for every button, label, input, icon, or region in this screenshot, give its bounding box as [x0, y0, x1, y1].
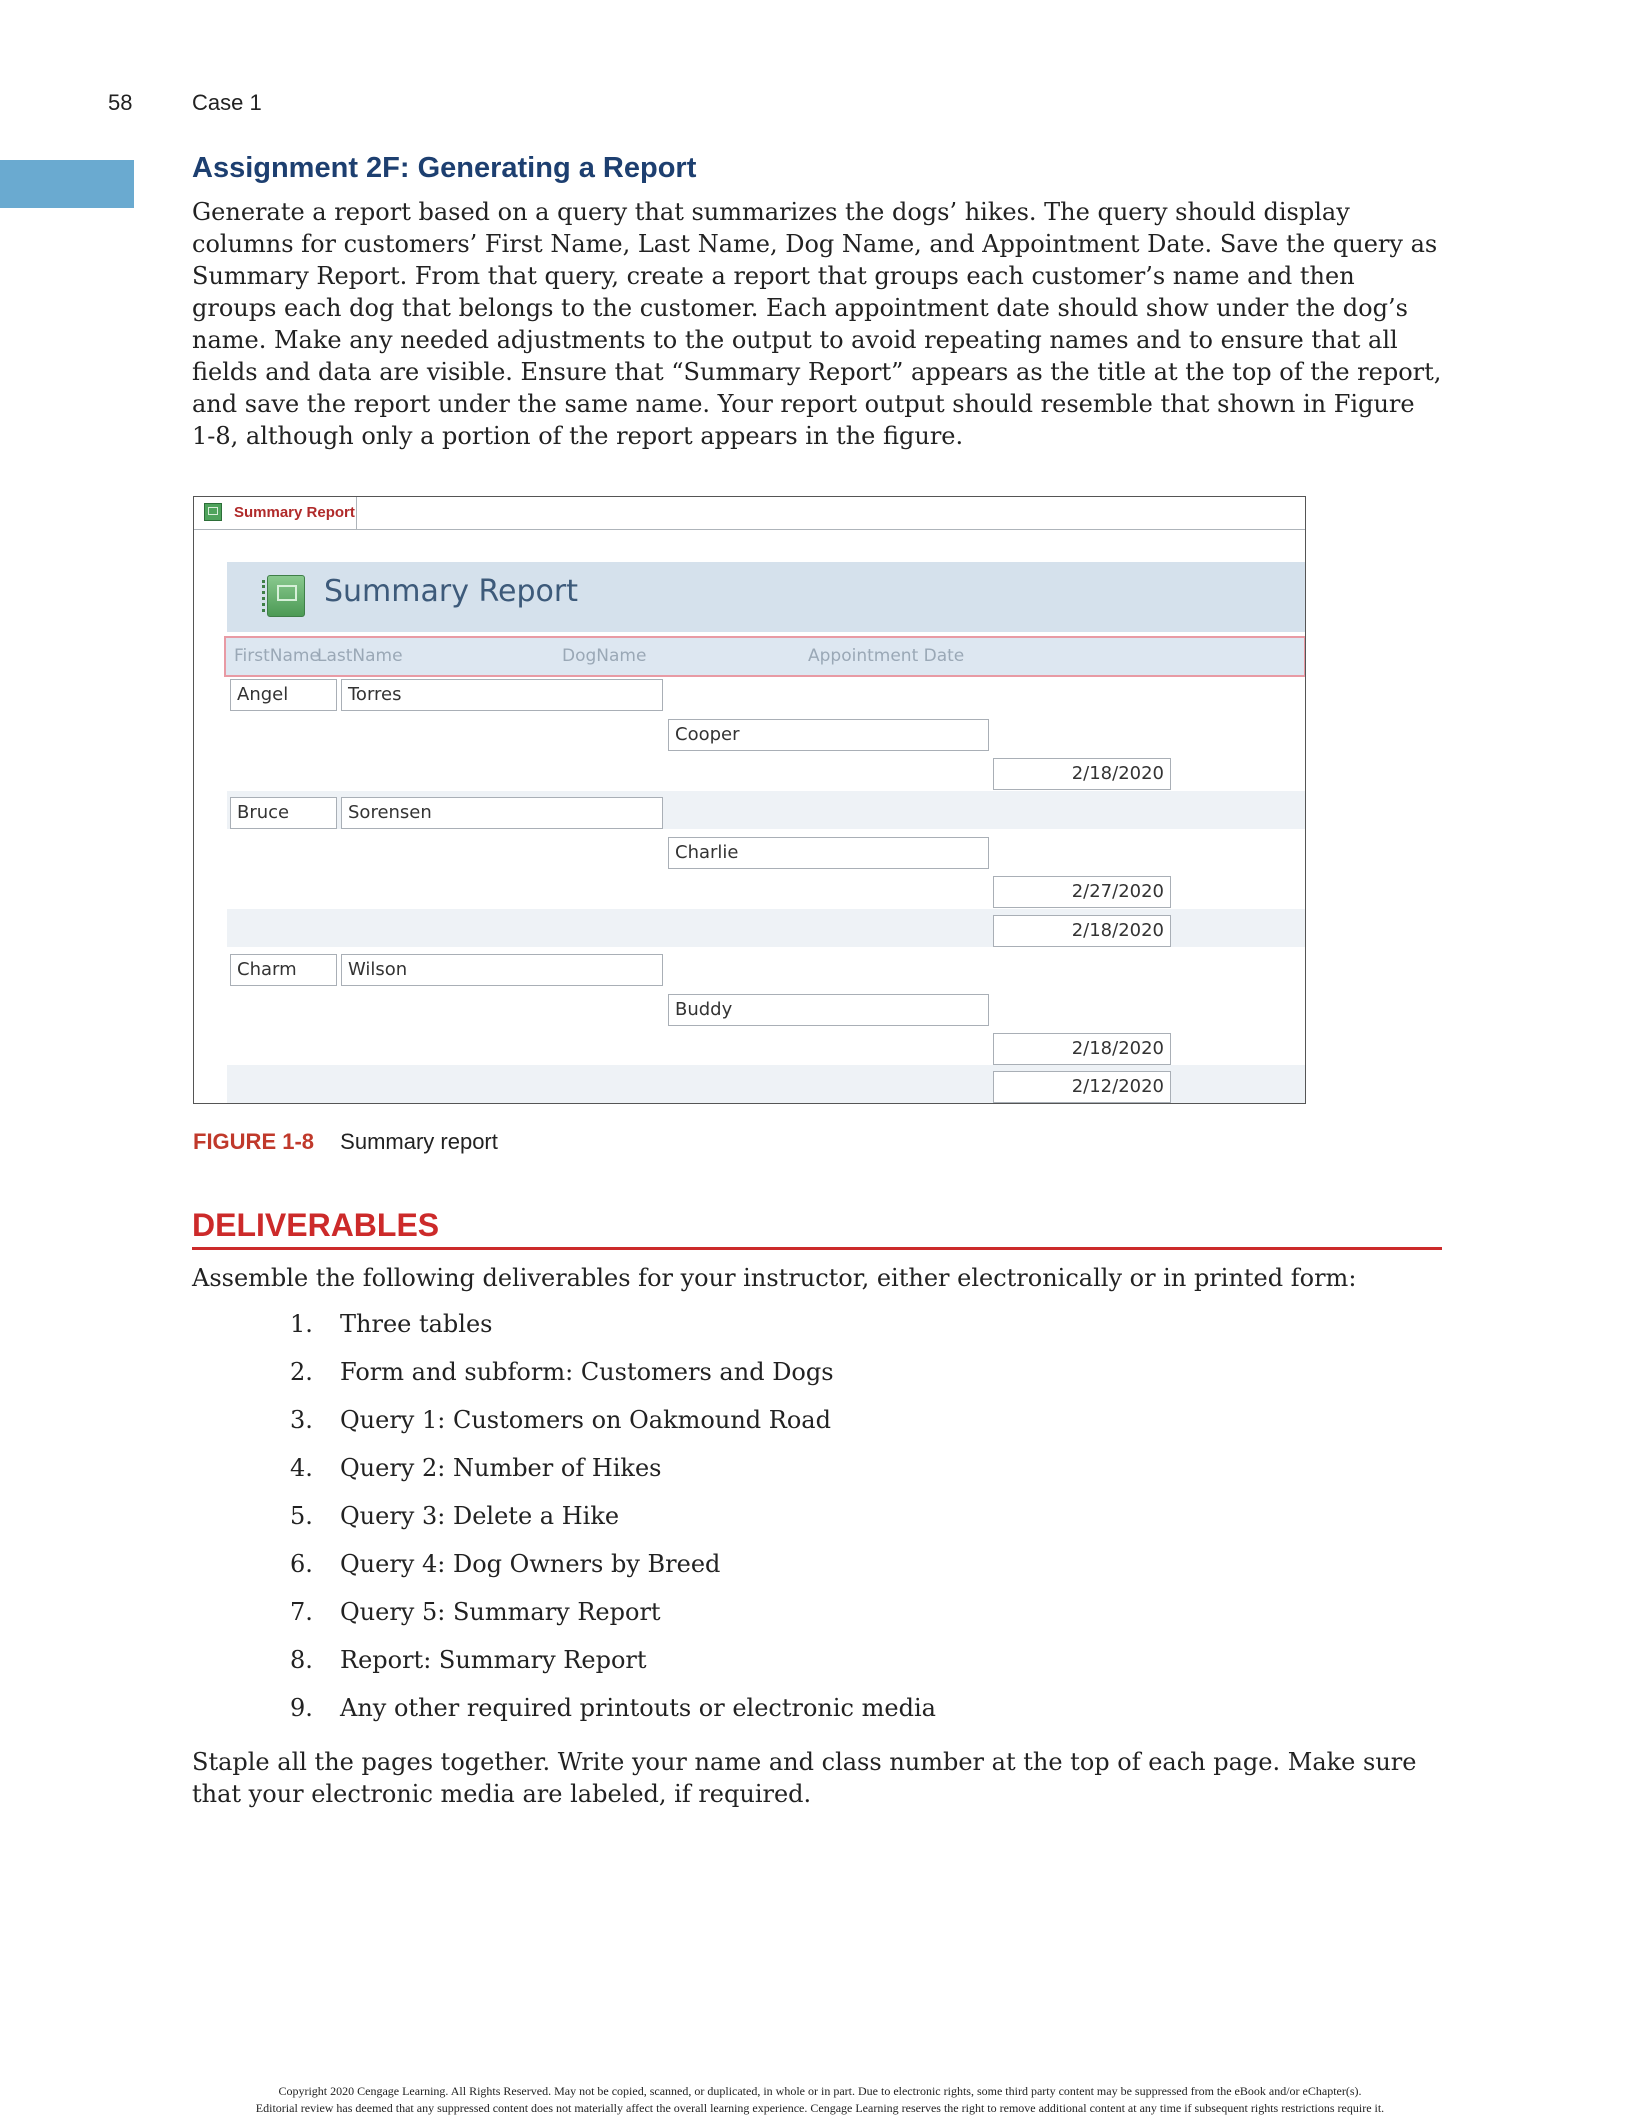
firstname-field[interactable]: Angel	[230, 679, 337, 711]
appointment-date-field[interactable]: 2/12/2020	[993, 1071, 1171, 1103]
report-notebook-icon	[267, 575, 305, 617]
deliverables-intro: Assemble the following deliverables for your instructor, either electronically or in printed form:	[192, 1264, 1357, 1292]
report-title: Summary Report	[324, 574, 578, 609]
lastname-field[interactable]: Torres	[341, 679, 663, 711]
side-tab-marker	[0, 160, 134, 208]
report-header	[227, 562, 1305, 632]
list-item-text: Query 2: Number of Hikes	[340, 1454, 662, 1482]
figure-label: FIGURE 1-8	[193, 1129, 315, 1154]
list-item-text: Report: Summary Report	[340, 1646, 647, 1674]
firstname-field[interactable]: Charm	[230, 954, 337, 986]
column-header-dogname: DogName	[562, 646, 647, 666]
assignment-title: Assignment 2F: Generating a Report	[192, 152, 697, 184]
list-item-text: Query 3: Delete a Hike	[340, 1502, 620, 1530]
page-number: 58	[108, 90, 133, 115]
figure-caption-text: Summary report	[340, 1129, 498, 1154]
appointment-date-field[interactable]: 2/18/2020	[993, 1033, 1171, 1065]
dogname-field[interactable]: Charlie	[668, 837, 989, 869]
summary-report-figure	[193, 496, 1306, 1104]
appointment-date-field[interactable]: 2/18/2020	[993, 915, 1171, 947]
figure-caption	[193, 1129, 498, 1155]
document-tab-bar	[194, 497, 1305, 530]
copyright-line-1: Copyright 2020 Cengage Learning. All Rights Reserved. May not be copied, scanned, or duplicated, in whole or in part. Due to electronic rights, some third party content may be suppressed from the eBook and/or eChapter(s).	[278, 2084, 1362, 2098]
column-header-firstname: FirstName	[234, 646, 320, 666]
report-tab-icon	[204, 503, 222, 521]
dogname-field[interactable]: Buddy	[668, 994, 989, 1026]
closing-paragraph: Staple all the pages together. Write your name and class number at the top of each page. Make sure that your electronic media are labeled, if required.	[192, 1748, 1417, 1808]
column-header-row	[224, 636, 1306, 677]
copyright-notice	[170, 2083, 1470, 2117]
list-item-text: Query 4: Dog Owners by Breed	[340, 1550, 721, 1578]
lastname-field[interactable]: Sorensen	[341, 797, 663, 829]
deliverables-heading: DELIVERABLES	[192, 1207, 440, 1243]
appointment-date-field[interactable]: 2/27/2020	[993, 876, 1171, 908]
firstname-field[interactable]: Bruce	[230, 797, 337, 829]
list-item-text: Three tables	[340, 1310, 493, 1338]
copyright-line-2: Editorial review has deemed that any suppressed content does not materially affect the overall learning experience. Cengage Learning reserves the right to remove additional content at any time if subsequent rights restrictions require it.	[255, 2101, 1385, 2115]
list-item-text: Any other required printouts or electronic media	[340, 1694, 936, 1722]
summary-report-tab[interactable]	[196, 497, 357, 529]
column-header-lastname: LastName	[317, 646, 403, 666]
list-item-text: Query 1: Customers on Oakmound Road	[340, 1406, 831, 1434]
dogname-field[interactable]: Cooper	[668, 719, 989, 751]
deliverables-rule	[192, 1247, 1442, 1250]
list-item-text: Form and subform: Customers and Dogs	[340, 1358, 834, 1386]
lastname-field[interactable]: Wilson	[341, 954, 663, 986]
appointment-date-field[interactable]: 2/18/2020	[993, 758, 1171, 790]
list-item-text: Query 5: Summary Report	[340, 1598, 661, 1626]
column-header-appointment-date: Appointment Date	[808, 646, 965, 666]
running-head: Case 1	[192, 90, 262, 115]
assignment-body: Generate a report based on a query that summarizes the dogs’ hikes. The query should display columns for customers’ First Name, Last Name, Dog Name, and Appointment Date. Save the query as Summary Report. From that query, create a report that groups each customer’s name and then groups each dog that belongs to the customer. Each appointment date should show under the dog’s name. Make any needed adjustments to the output to avoid repeating names and to ensure that all fields and data are visible. Ensure that “Summary Report” appears as the title at the top of the report, and save the report under the same name. Your report output should resemble that shown in Figure 1-8, although only a portion of the report appears in the figure.	[192, 198, 1442, 450]
summary-report-tab-label: Summary Report	[234, 504, 355, 521]
